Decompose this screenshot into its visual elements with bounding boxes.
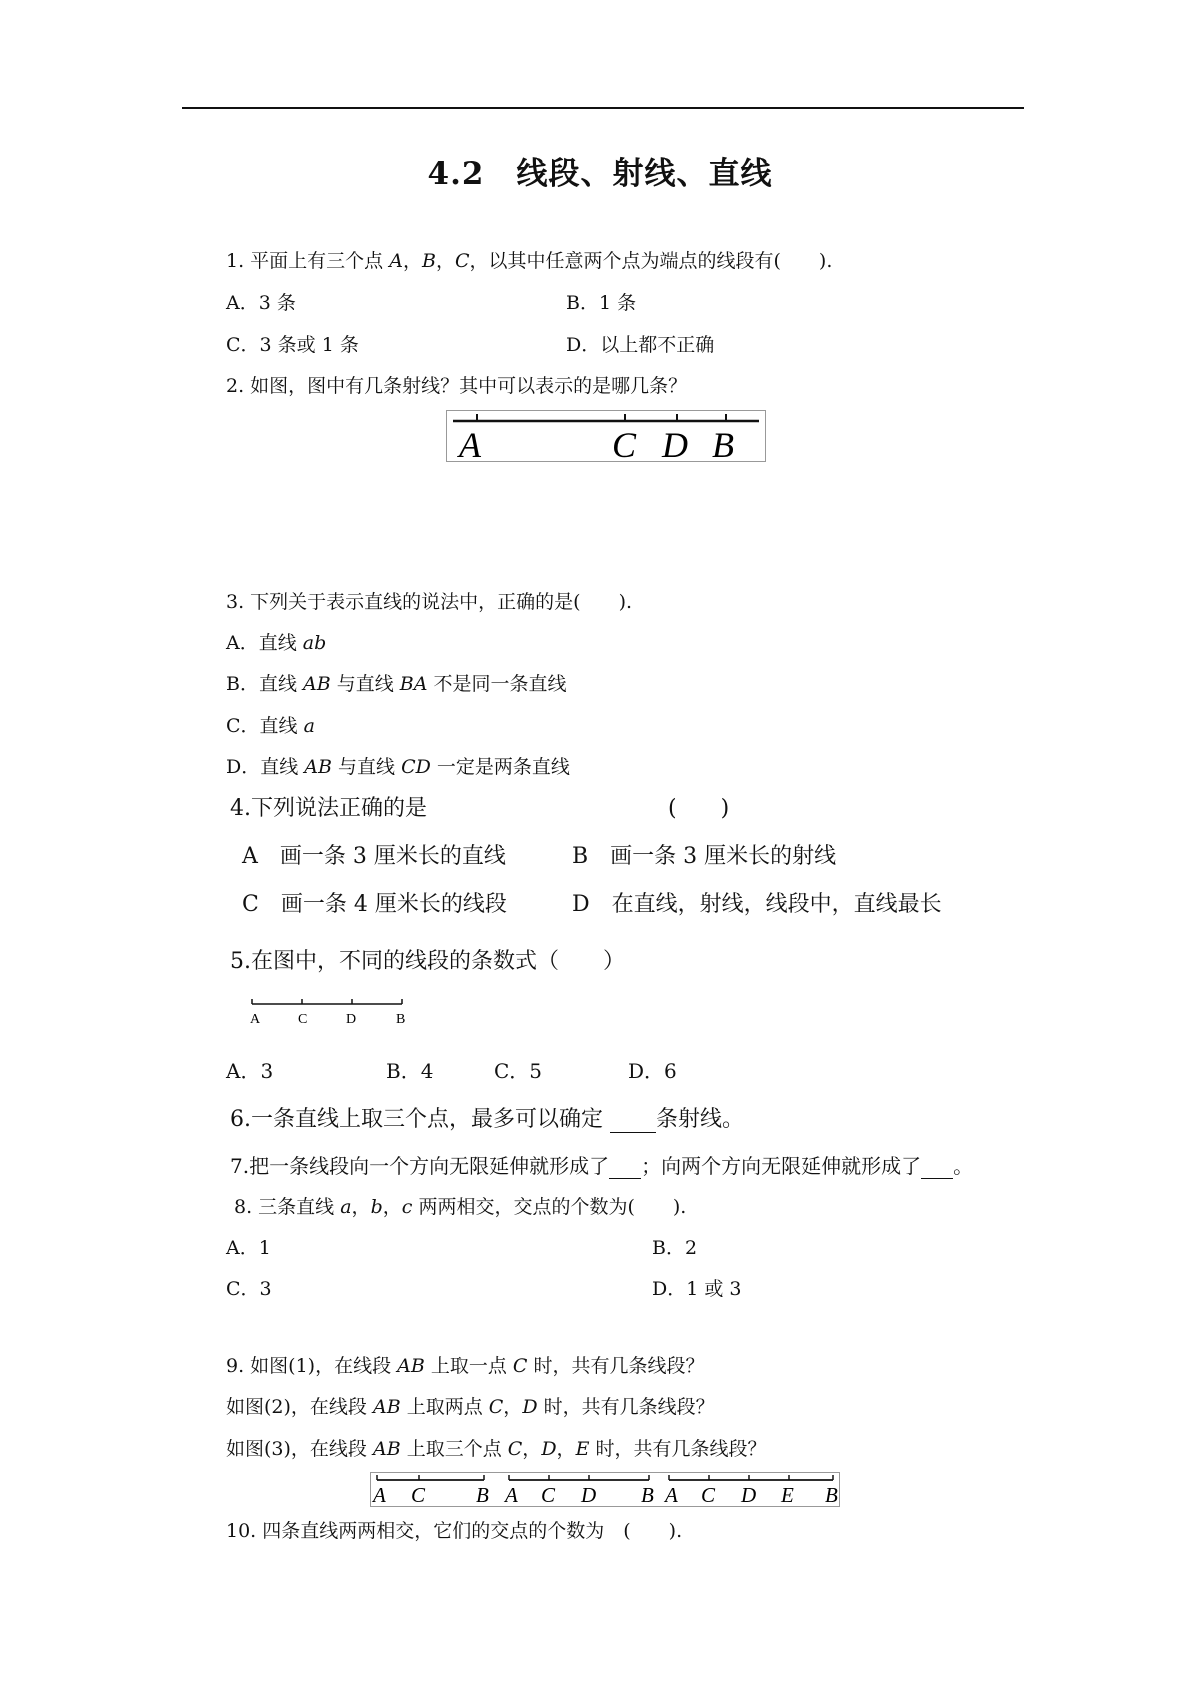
question-5-option-b: B．4	[386, 1059, 434, 1083]
question-9-line-3: 如图(3)，在线段 AB 上取三个点 C，D，E 时，共有几条线段？	[226, 1438, 767, 1460]
point-label-a: A	[505, 1483, 518, 1506]
question-3-option-d: D．直线 AB 与直线 CD 一定是两条直线	[226, 756, 570, 778]
point-label-d: D	[662, 425, 688, 461]
point-label-c: C	[541, 1483, 556, 1506]
point-label-d: D	[741, 1483, 757, 1506]
question-8-option-c: C．3	[226, 1278, 272, 1300]
question-1-option-a: A．3 条	[226, 292, 296, 314]
point-label-a: A	[459, 425, 481, 461]
point-label-d: D	[581, 1483, 597, 1506]
point-label-c: C	[298, 1012, 308, 1027]
figure-3	[663, 1475, 838, 1506]
question-7-blank-1	[609, 1154, 641, 1179]
question-1-option-c: C．3 条或 1 条	[226, 334, 359, 356]
question-5-option-a: A．3	[226, 1059, 274, 1083]
question-3-stem: 3. 下列关于表示直线的说法中，正确的是( ).	[226, 591, 633, 613]
question-3-option-a: A．直线 ab	[226, 632, 327, 654]
question-5-option-c: C．5	[494, 1059, 543, 1083]
question-8-option-d: D．1 或 3	[652, 1278, 742, 1300]
question-6-stem: 6.一条直线上取三个点，最多可以确定 条射线。	[230, 1107, 745, 1132]
question-2-stem: 2. 如图，图中有几条射线？其中可以表示的是哪几条？	[226, 375, 688, 397]
question-9-figures	[370, 1472, 840, 1507]
question-4-option-d: D 在直线，射线，线段中，直线最长	[572, 892, 942, 917]
point-label-a: A	[373, 1483, 386, 1506]
question-4-answer-paren: ( )	[668, 796, 730, 821]
question-3-option-b: B．直线 AB 与直线 BA 不是同一条直线	[226, 673, 567, 695]
question-7-stem: 7.把一条线段向一个方向无限延伸就形成了 ；向两个方向无限延伸就形成了 。	[230, 1154, 974, 1178]
figure-2	[503, 1475, 654, 1506]
question-4-option-a: A 画一条 3 厘米长的直线	[242, 844, 506, 869]
point-label-b: B	[396, 1012, 406, 1027]
point-label-c: C	[411, 1483, 426, 1506]
question-9-line-2: 如图(2)，在线段 AB 上取两点 C，D 时，共有几条线段？	[226, 1396, 715, 1418]
question-1-option-b: B．1 条	[566, 292, 637, 314]
question-6-blank	[610, 1107, 656, 1133]
question-9-line-1: 9. 如图(1)，在线段 AB 上取一点 C 时，共有几条线段？	[226, 1355, 705, 1377]
question-5-figure	[248, 998, 408, 1030]
question-8-option-b: B．2	[652, 1237, 698, 1259]
point-label-a: A	[665, 1483, 678, 1506]
question-8-stem: 8. 三条直线 a，b，c 两两相交，交点的个数为( ).	[234, 1196, 687, 1218]
question-7-blank-2	[921, 1154, 953, 1179]
page-title: 4.2 线段、射线、直线	[427, 156, 773, 192]
question-4-option-b: B 画一条 3 厘米长的射线	[572, 844, 837, 869]
question-8-option-a: A．1	[226, 1237, 271, 1259]
point-label-c: C	[701, 1483, 716, 1506]
point-label-b: B	[476, 1483, 489, 1506]
question-5-stem: 5.在图中，不同的线段的条数式（ ）	[230, 949, 625, 974]
question-10-stem: 10. 四条直线两两相交，它们的交点的个数为 ( ).	[226, 1520, 683, 1542]
question-2-figure	[446, 410, 766, 462]
figure-1	[371, 1475, 489, 1506]
point-label-e: E	[781, 1483, 794, 1506]
point-label-a: A	[250, 1012, 261, 1027]
header-rule	[182, 107, 1024, 109]
point-label-b: B	[712, 425, 734, 461]
question-4-option-c: C 画一条 4 厘米长的线段	[242, 892, 507, 917]
point-label-b: B	[825, 1483, 838, 1506]
question-1-option-d: D．以上都不正确	[566, 334, 715, 356]
point-label-c: C	[612, 425, 637, 461]
question-3-option-c: C．直线 a	[226, 715, 315, 737]
question-1-stem: 1. 平面上有三个点 A，B，C，以其中任意两个点为端点的线段有( ).	[226, 250, 833, 272]
point-label-d: D	[346, 1012, 357, 1027]
question-4-stem: 4.下列说法正确的是	[230, 796, 427, 821]
point-label-b: B	[641, 1483, 654, 1506]
question-5-option-d: D．6	[628, 1059, 677, 1083]
